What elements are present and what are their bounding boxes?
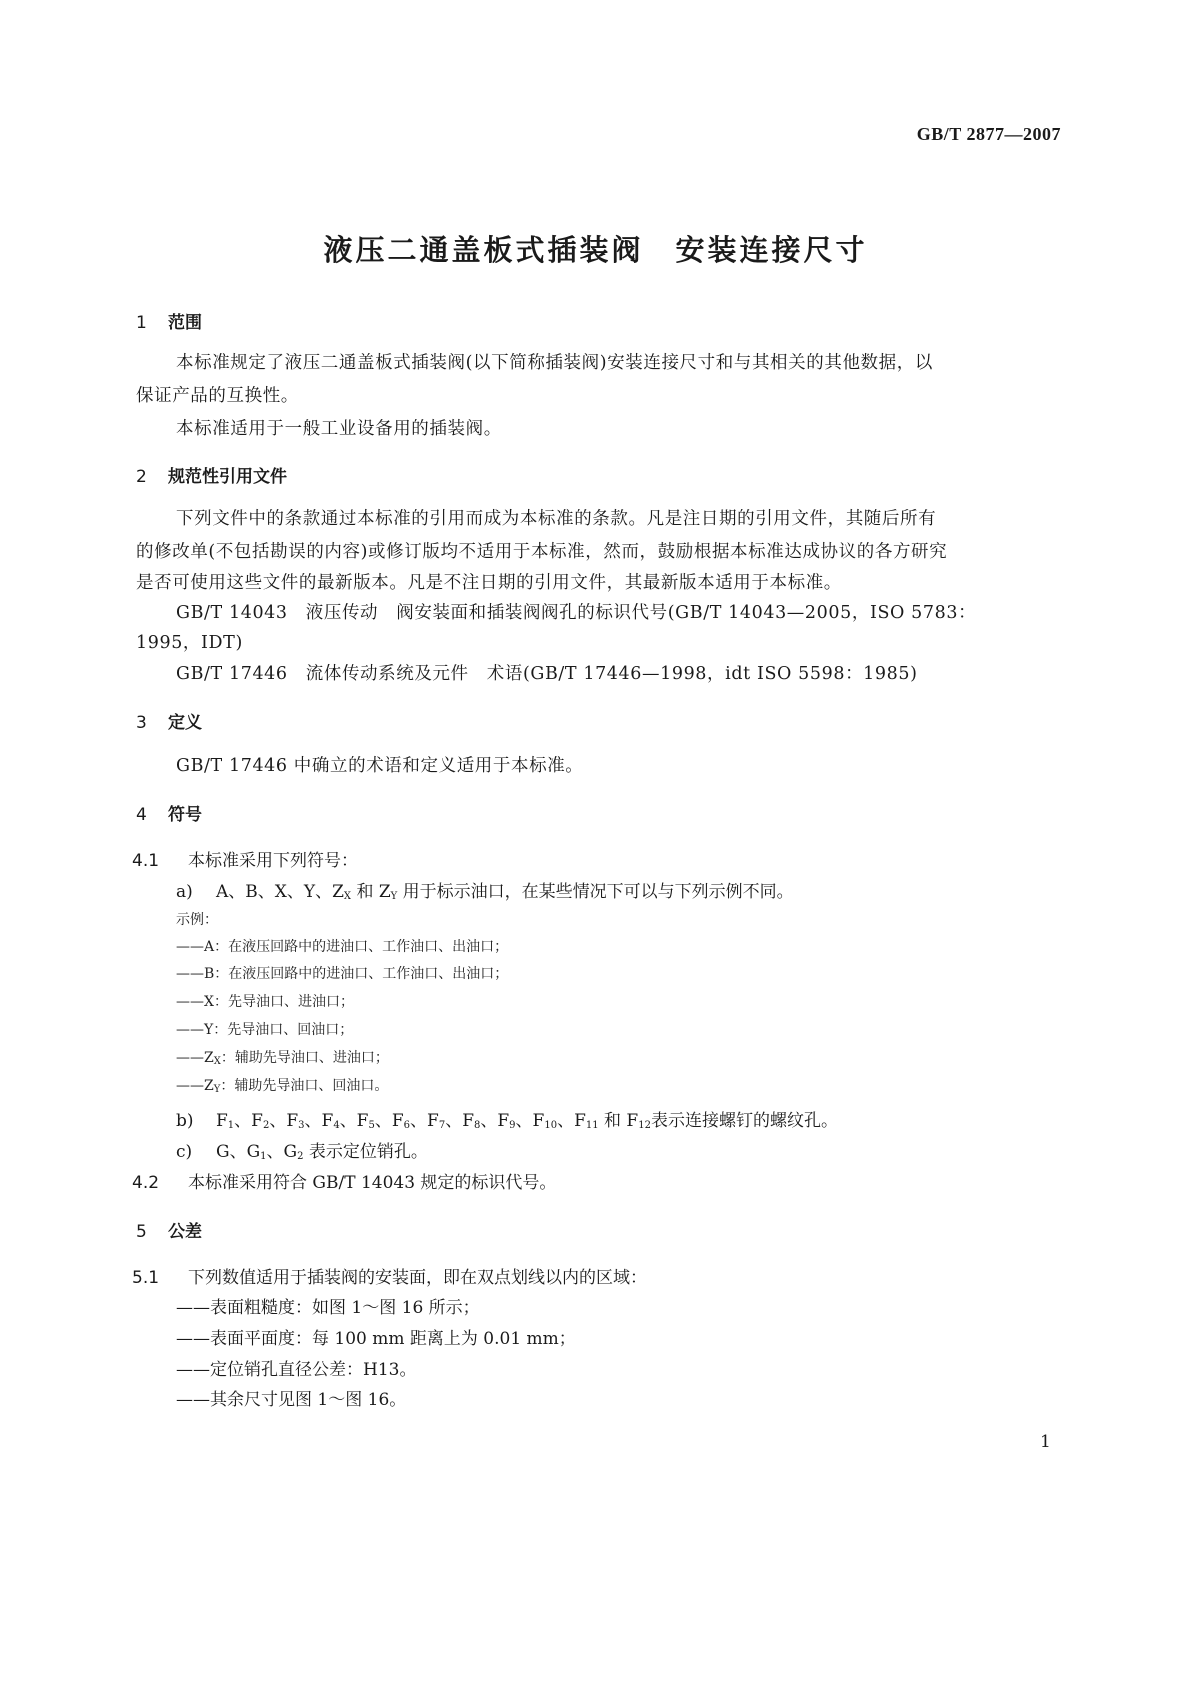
subsection-5-1 (132, 1263, 647, 1288)
section-title: 符号 (168, 805, 202, 825)
section-number: 5 (136, 1222, 147, 1242)
paragraph-continuation: 保证产品的互换性。 (136, 386, 299, 406)
paragraph: 下列文件中的条款通过本标准的引用而成为本标准的条款。凡是注日期的引用文件，其随后所有 (176, 509, 937, 529)
example-line: ——X：先导油口、进油口； (176, 994, 354, 1010)
thread-hole-index: 5 (368, 1120, 375, 1131)
subsection-4-2 (132, 1168, 556, 1193)
thread-hole-index: 11 (585, 1120, 599, 1131)
subsection-text: 本标准采用下列符号： (188, 851, 358, 871)
subsection-text: 下列数值适用于插装阀的安装面，即在双点划线以内的区域： (188, 1268, 647, 1288)
section-heading-5 (136, 1217, 202, 1242)
section-heading-3 (136, 708, 202, 733)
thread-hole-symbol: 、F (374, 1111, 404, 1131)
paragraph: GB/T 17446 中确立的术语和定义适用于本标准。 (176, 756, 584, 776)
thread-hole-symbol: 、F (269, 1111, 299, 1131)
section-heading-4 (136, 800, 202, 825)
section-heading-2 (136, 462, 287, 487)
paragraph-continuation: 是否可使用这些文件的最新版本。凡是不注日期的引用文件，其最新版本适用于本标准。 (136, 573, 842, 593)
section-title: 公差 (168, 1222, 202, 1242)
section-number: 2 (136, 467, 147, 487)
reference-entry-1-continuation: 1995，IDT) (136, 633, 243, 653)
reference-entry-2: GB/T 17446 流体传动系统及元件 术语(GB/T 17446—1998，idt ISO 5598：1985) (176, 664, 918, 684)
dash-item: ——其余尺寸见图 1～图 16。 (176, 1390, 407, 1410)
section-number: 3 (136, 713, 147, 733)
thread-hole-symbol: 、F (515, 1111, 545, 1131)
thread-hole-index: 10 (544, 1120, 558, 1131)
thread-hole-index: 3 (298, 1120, 305, 1131)
section-title: 范围 (168, 313, 202, 333)
thread-hole-symbol: 、F (557, 1111, 586, 1131)
subsection-number: 4.1 (132, 851, 160, 871)
example-line: ——B：在液压回路中的进油口、工作油口、出油口； (176, 966, 509, 982)
reference-entry-1: GB/T 14043 液压传动 阀安装面和插装阀阀孔的标识代号(GB/T 14043—2005，ISO 5783： (176, 603, 977, 623)
thread-hole-index: 6 (403, 1120, 411, 1131)
list-item-b: b) $F_1$、$F_2$、$F_3$、$F_4$、$F_5$、$F_6$、$F_7$、$F_8$、$F_9$、$F_{10}$、$F_{11}$ 和 $F_{12}$表示连接螺钉的螺纹孔。 (176, 1111, 838, 1131)
subsection-text: 本标准采用符合 GB/T 14043 规定的标识代号。 (188, 1173, 557, 1193)
example-line: $——Z_X$：辅助先导油口、进油口； (176, 1050, 389, 1067)
paragraph: 本标准适用于一般工业设备用的插装阀。 (176, 419, 502, 439)
thread-hole-symbol: 、F (234, 1111, 263, 1131)
thread-hole-symbol: 、F (445, 1111, 474, 1131)
item-label: b) (176, 1111, 194, 1131)
thread-hole-symbol: 、F (480, 1111, 510, 1131)
subsection-4-1 (132, 846, 358, 871)
dash-item: ——定位销孔直径公差：H13。 (176, 1360, 417, 1380)
paragraph-continuation: 的修改单(不包括勘误的内容)或修订版均不适用于本标准，然而，鼓励根据本标准达成协议的各方研究 (136, 542, 948, 562)
example-line: ——A：在液压回路中的进油口、工作油口、出油口； (176, 939, 509, 955)
thread-hole-index: 7 (438, 1120, 446, 1131)
thread-hole-symbol: 、F (410, 1111, 439, 1131)
thread-hole-index: 2 (262, 1120, 270, 1131)
section-heading-1 (136, 308, 202, 333)
section-number: 4 (136, 805, 147, 825)
dash-item: ——表面平面度：每 100 mm 距离上为 0.01 mm； (176, 1329, 576, 1349)
subsection-number: 4.2 (132, 1173, 160, 1193)
thread-hole-symbol: F (216, 1111, 228, 1131)
thread-hole-index: 1 (227, 1120, 235, 1131)
document-title: 液压二通盖板式插装阀 安装连接尺寸 (323, 233, 868, 267)
section-number: 1 (136, 313, 147, 333)
thread-hole-index: 9 (509, 1120, 516, 1131)
subsection-number: 5.1 (132, 1268, 160, 1288)
item-label: c) (176, 1142, 193, 1162)
item-label: a) (176, 882, 193, 902)
example-label: 示例： (176, 912, 218, 928)
section-title: 定义 (168, 713, 202, 733)
section-title: 规范性引用文件 (168, 467, 287, 487)
page-number: 1 (1040, 1432, 1051, 1452)
standard-code: GB/T 2877—2007 (916, 124, 1061, 144)
thread-hole-symbols (216, 1111, 599, 1131)
dash-item: ——表面粗糙度：如图 1～图 16 所示； (176, 1298, 480, 1318)
thread-hole-symbol: 、F (304, 1111, 334, 1131)
list-item-c: c) G、$G_1$、$G_2$ 表示定位销孔。 (176, 1142, 428, 1162)
example-line: ——Y：先导油口、回油口； (176, 1022, 354, 1038)
thread-hole-index: 4 (333, 1120, 340, 1131)
list-item-a: a) A、B、X、Y、$Z_X$ 和 $Z_Y$ 用于标示油口，在某些情况下可以与下列示例不同。 (176, 882, 794, 902)
paragraph: 本标准规定了液压二通盖板式插装阀(以下简称插装阀)安装连接尺寸和与其相关的其他数据，以 (176, 353, 933, 373)
example-line: $——Z_Y$：辅助先导油口、回油口。 (176, 1078, 389, 1095)
thread-hole-index: 8 (474, 1120, 481, 1131)
thread-hole-symbol: 、F (339, 1111, 369, 1131)
